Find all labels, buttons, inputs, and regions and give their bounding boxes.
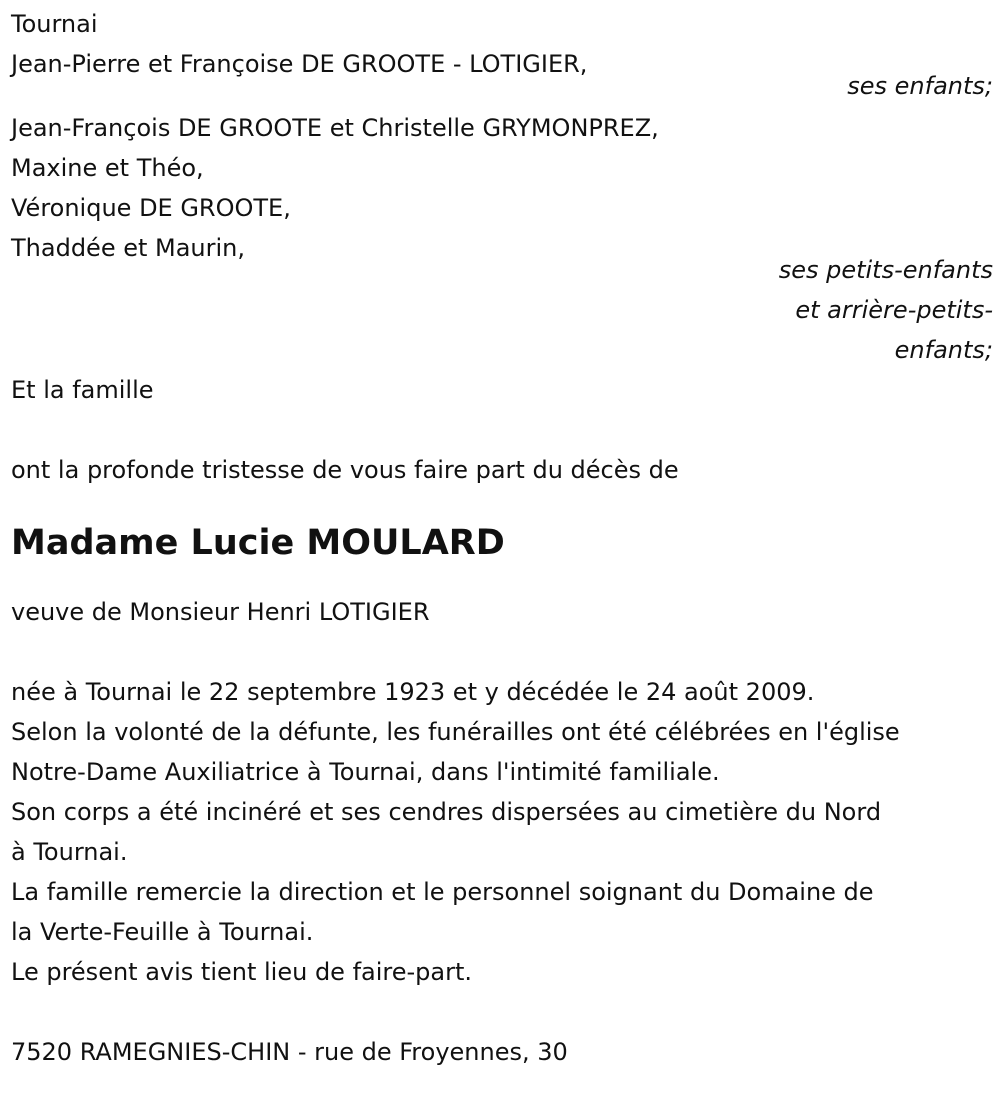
detail-line: Selon la volonté de la défunte, les funérailles ont été célébrées en l'église [11, 718, 900, 746]
spacer [11, 632, 993, 672]
death-notice [11, 4, 993, 1072]
grandchildren-role-line: enfants; [894, 336, 993, 364]
spacer [11, 410, 993, 450]
grandchildren-role-line: et arrière-petits- [795, 296, 993, 324]
grandchild-line: Maxine et Théo, [11, 154, 204, 182]
detail-line: Le présent avis tient lieu de faire-part. [11, 958, 473, 986]
grandchild-line: Jean-François DE GROOTE et Christelle GRYMONPREZ, [11, 114, 659, 142]
place: Tournai [11, 10, 98, 38]
children-names: Jean-Pierre et Françoise DE GROOTE - LOTIGIER, [11, 50, 588, 78]
grandchild-line: Véronique DE GROOTE, [11, 194, 291, 222]
detail-line: la Verte-Feuille à Tournai. [11, 918, 314, 946]
grandchild-line: Thaddée et Maurin, [11, 234, 246, 262]
detail-line: La famille remercie la direction et le personnel soignant du Domaine de [11, 878, 874, 906]
children-role: ses enfants; [847, 72, 993, 100]
address: 7520 RAMEGNIES-CHIN - rue de Froyennes, 30 [11, 1038, 568, 1066]
family-line: Et la famille [11, 376, 154, 404]
deceased-name: Madame Lucie MOULARD [11, 523, 505, 563]
detail-line: à Tournai. [11, 838, 128, 866]
widow-of: veuve de Monsieur Henri LOTIGIER [11, 598, 430, 626]
grandchildren-role-line: ses petits-enfants [778, 256, 993, 284]
detail-line: née à Tournai le 22 septembre 1923 et y décédée le 24 août 2009. [11, 678, 815, 706]
announcement: ont la profonde tristesse de vous faire part du décès de [11, 456, 679, 484]
detail-line: Notre-Dame Auxiliatrice à Tournai, dans l'intimité familiale. [11, 758, 720, 786]
spacer [11, 992, 993, 1032]
detail-line: Son corps a été incinéré et ses cendres dispersées au cimetière du Nord [11, 798, 882, 826]
